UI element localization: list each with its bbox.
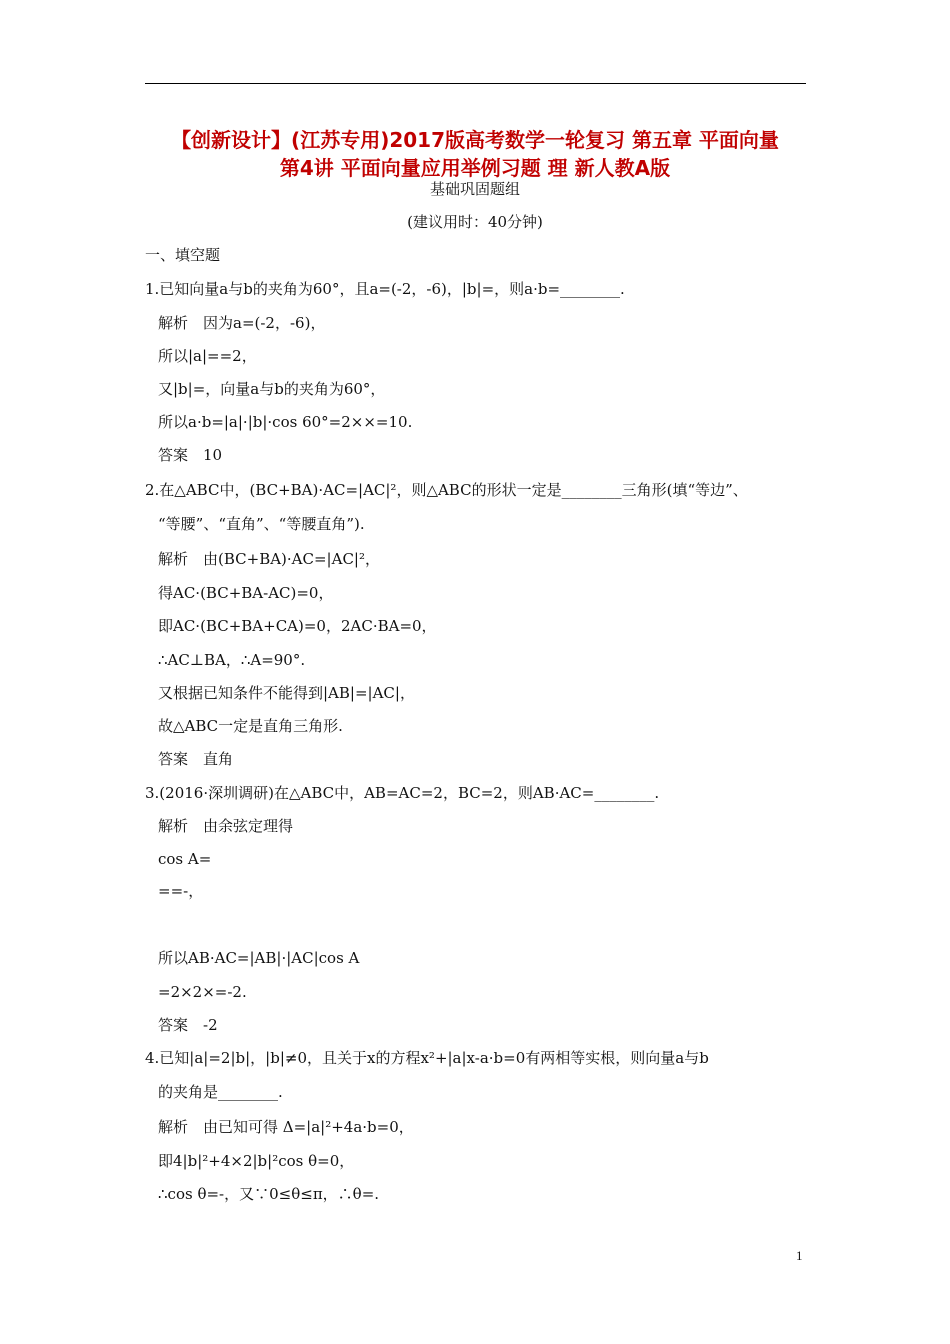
text-line: 即4|b|²+4×2|b|²cos θ=0， [158,1152,355,1170]
section-heading: 一、填空题 [145,246,221,264]
text-line: 解析 因为a=(-2，-6)， [158,314,326,332]
text-line: 所以AB·AC=|AB|·|AC|cos A [158,949,360,967]
page-number: 1 [796,1248,803,1263]
text-line: =2×2×=-2. [158,983,247,1001]
header-rule [145,83,806,84]
text-line: 4.已知|a|=2|b|，|b|≠0，且关于x的方程x²+|a|x-a·b=0有两相等实根，则向量a与b [145,1049,709,1067]
time-note: (建议用时：40分钟) [407,213,543,231]
text-line: 又根据已知条件不能得到|AB|=|AC|， [158,684,415,702]
text-line: 解析 由余弦定理得 [158,817,294,835]
text-line: “等腰”、“直角”、“等腰直角”). [158,515,365,533]
text-line: 答案 直角 [158,750,234,768]
text-line: 解析 由已知可得 Δ=|a|²+4a·b=0， [158,1118,414,1136]
text-line: 即AC·(BC+BA+CA)=0，2AC·BA=0， [158,617,437,635]
text-line: 故△ABC一定是直角三角形. [158,717,343,735]
subtitle: 基础巩固题组 [429,180,520,198]
text-line: cos A= [158,850,212,868]
text-line: 又|b|=，向量a与b的夹角为60°， [158,380,386,398]
document-title-line-2: 第4讲 平面向量应用举例习题 理 新人教A版 [279,156,671,180]
text-line: 所以|a|==2， [158,347,257,365]
text-line: 1.已知向量a与b的夹角为60°，且a=(-2，-6)，|b|=，则a·b=________. [145,280,625,298]
text-line: 答案 -2 [158,1016,218,1034]
text-line: 答案 10 [158,446,223,464]
document-title-line-1: 【创新设计】(江苏专用)2017版高考数学一轮复习 第五章 平面向量 [171,128,779,152]
text-line: ∴AC⊥BA，∴A=90°. [158,651,306,669]
text-line: 解析 由(BC+BA)·AC=|AC|²， [158,550,380,568]
text-line: 2.在△ABC中，(BC+BA)·AC=|AC|²，则△ABC的形状一定是________三角形(填“等边”、 [145,481,748,499]
text-line: 得AC·(BC+BA-AC)=0， [158,584,334,602]
text-line: ∴cos θ=-，又∵0≤θ≤π，∴θ=. [158,1185,380,1203]
text-line: ==-， [158,882,204,900]
text-line: 3.(2016·深圳调研)在△ABC中，AB=AC=2，BC=2，则AB·AC=________. [145,784,660,802]
text-line: 所以a·b=|a|·|b|·cos 60°=2××=10. [158,413,413,431]
text-line: 的夹角是________. [158,1083,283,1101]
